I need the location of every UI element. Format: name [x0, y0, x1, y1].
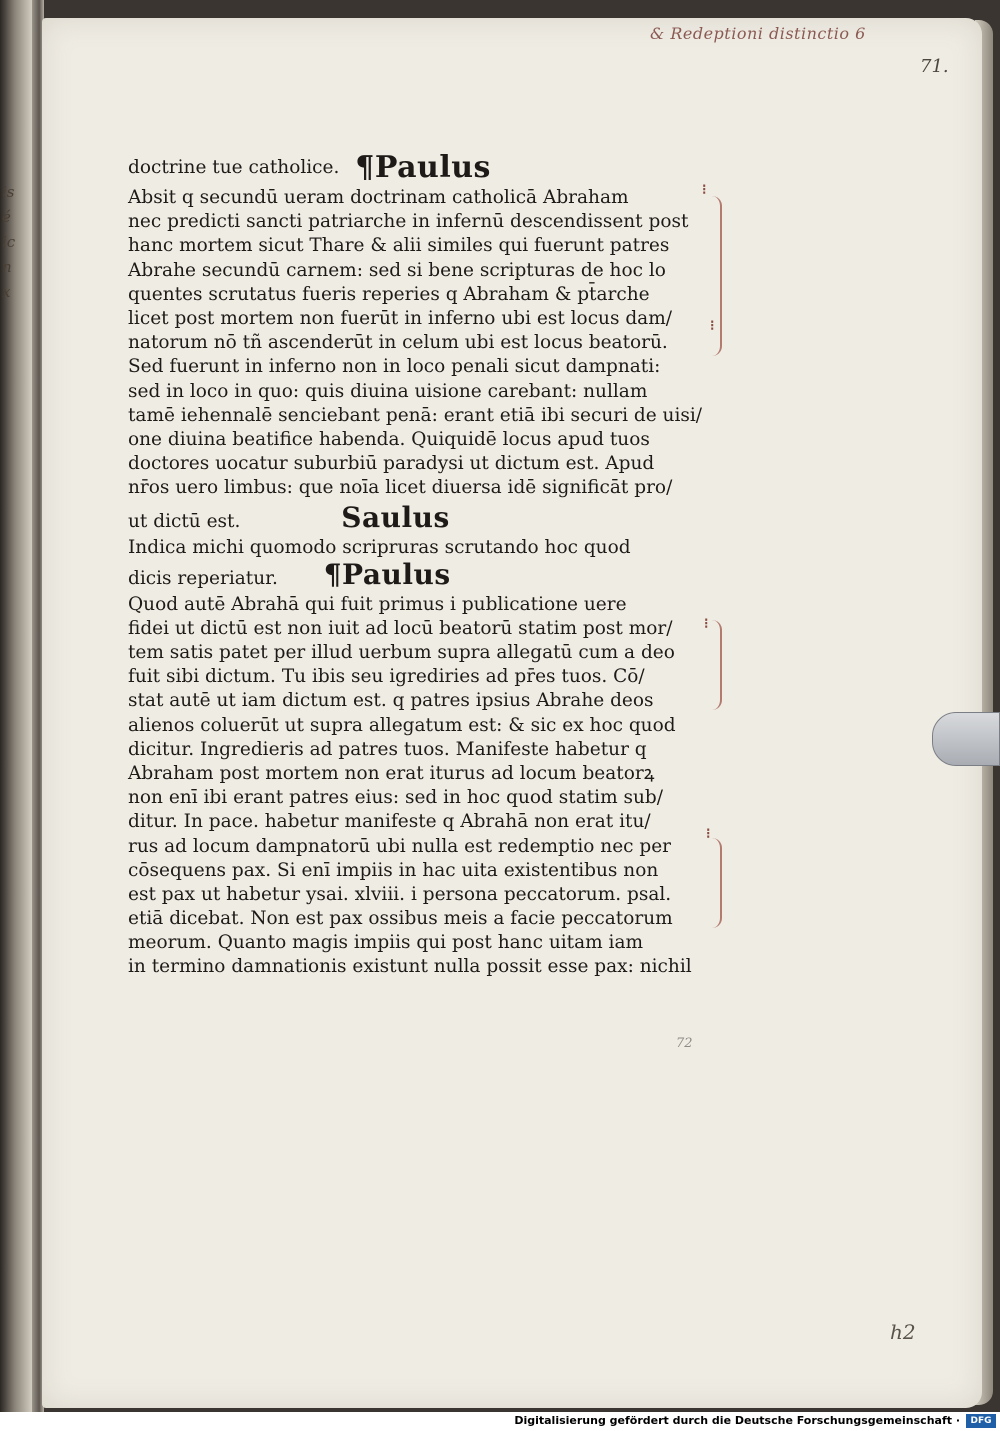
- text-line: meorum. Quanto magis impiis qui post hanc uitam iam: [128, 932, 644, 954]
- margin-mark-icon: ⁝: [710, 318, 715, 334]
- text-line: rus ad locum dampnatorū ubi nulla est redemptio nec per: [128, 835, 672, 857]
- speaker-heading-paulus: ¶Paulus: [355, 150, 491, 185]
- text-line: nec predicti sancti patriarche in infernū descendissent post: [128, 211, 689, 233]
- text-line: [128, 150, 718, 186]
- text-line: natorum nō tñ ascenderūt in celum ubi est locus beatorū.: [128, 332, 668, 354]
- footer-credit: Digitalisierung gefördert durch die Deutsche Forschungsgemeinschaft ·: [514, 1414, 960, 1427]
- text-line: fidei ut dictū est non iuit ad locū beatorū statim post mor/: [128, 617, 673, 639]
- folio-number: 71.: [920, 56, 949, 77]
- text-line: alienos coluerūt ut supra allegatum est: & sic ex hoc quod: [128, 714, 676, 736]
- page-clip: [932, 712, 1000, 766]
- text-line: [128, 500, 718, 535]
- margin-mark-icon: ⁝: [706, 826, 711, 842]
- dfg-logo-icon: DFG: [966, 1414, 996, 1428]
- text-line: quentes scrutatus fueris reperies q Abraham & pt̄arche: [128, 283, 650, 305]
- text-line: Abrahe secundū carnem: sed si bene scripturas de hoc lo: [128, 259, 666, 281]
- text-line: in termino damnationis existunt nulla possit esse pax: nichil: [128, 956, 692, 978]
- catchword-note: 72: [676, 1036, 693, 1051]
- text-line: [128, 557, 718, 591]
- text-line: hanc mortem sicut Thare & alii similes qui fuerunt patres: [128, 235, 670, 257]
- left-note: ic: [2, 233, 16, 251]
- left-note: é: [2, 208, 11, 226]
- text-line: one diuina beatifice habenda. Quiquidē locus apud tuos: [128, 428, 650, 450]
- paragraph-2: [128, 536, 718, 591]
- paragraph-1: [128, 186, 718, 535]
- text-line-content: dicis reperiatur.: [128, 567, 278, 589]
- footer-bar: [0, 1412, 1000, 1431]
- text-line: sed in loco in quo: quis diuina uisione carebant: nullam: [128, 380, 648, 402]
- text-line: Indica michi quomodo scripruras scrutando hoc quod: [128, 537, 631, 559]
- speaker-heading-paulus: ¶Paulus: [323, 557, 451, 591]
- text-line: tem satis patet per illud uerbum supra allegatū cum a deo: [128, 642, 675, 663]
- left-margin-notes: [2, 180, 32, 305]
- text-line: Absit q secundū ueram doctrinam catholicā Abraham: [128, 187, 629, 208]
- left-note: x: [2, 283, 11, 301]
- margin-mark-icon: ⁝: [702, 182, 707, 198]
- text-line: cōsequens pax. Si enī impiis in hac uita existentibus non: [128, 859, 659, 881]
- text-line: Quod autē Abrahā qui fuit primus i publicatione uere: [128, 593, 627, 615]
- main-text-block: [128, 150, 718, 980]
- signature-mark: h2: [890, 1320, 916, 1344]
- text-line: non enī ibi erant patres eius: sed in hoc quod statim sub/: [128, 787, 663, 809]
- text-line: nr̄os uero limbus: que noīa licet diuersa idē significāt pro/: [128, 477, 673, 499]
- text-line: Sed fuerunt in inferno non in loco penali sicut dampnati:: [128, 356, 661, 378]
- text-line: etiā dicebat. Non est pax ossibus meis a facie peccatorum: [128, 908, 673, 930]
- left-note: n: [2, 258, 12, 276]
- paragraph-3: [128, 593, 718, 980]
- text-line: doctores uocatur suburbiū paradysi ut dictum est. Apud: [128, 453, 655, 475]
- text-line-content: ut dictū est.: [128, 511, 241, 533]
- top-margin-note: & Redeptioni distinctio 6: [650, 24, 866, 43]
- left-note: is: [2, 183, 15, 201]
- text-line: Abraham post mortem non erat iturus ad locum beatorꝝ: [128, 762, 655, 784]
- margin-mark-icon: ⁝: [704, 616, 709, 632]
- text-line: tamē iehennalē senciebant penā: erant etiā ibi securi de uisi/: [128, 404, 703, 426]
- text-line-content: doctrine tue catholice.: [128, 157, 340, 178]
- text-line: ditur. In pace. habetur manifeste q Abrahā non erat itu/: [128, 811, 651, 833]
- text-line: licet post mortem non fuerūt in inferno ubi est locus dam/: [128, 307, 672, 329]
- text-line: stat autē ut iam dictum est. q patres ipsius Abrahe deos: [128, 690, 654, 712]
- speaker-heading-saulus: Saulus: [341, 501, 450, 535]
- text-line: dicitur. Ingredieris ad patres tuos. Manifeste habetur q: [128, 738, 647, 760]
- text-line: est pax ut habetur ysai. xlviii. i persona peccatorum. psal.: [128, 883, 672, 905]
- text-line: fuit sibi dictum. Tu ibis seu igrediries ad pr̄es tuos. Cō/: [128, 666, 645, 688]
